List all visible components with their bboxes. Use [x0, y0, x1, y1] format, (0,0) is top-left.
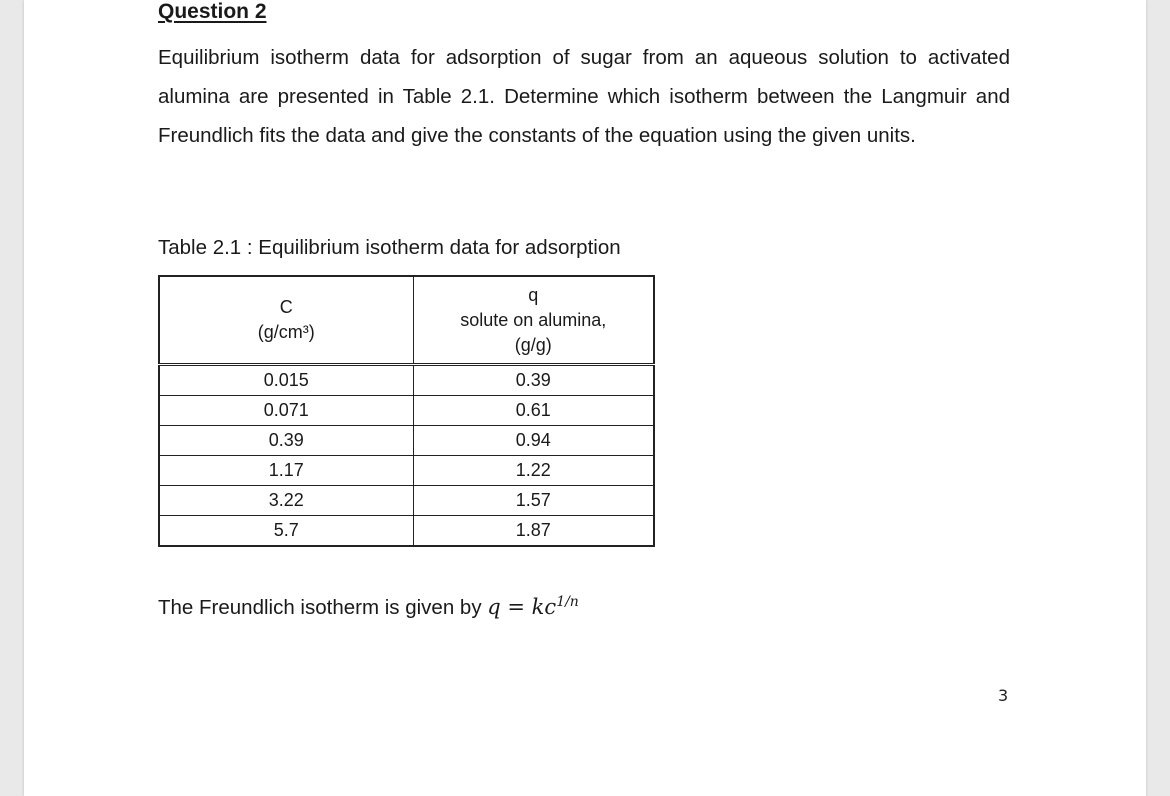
cell-q: 1.22	[413, 456, 654, 486]
cell-q: 0.39	[413, 365, 654, 396]
cell-c: 3.22	[159, 486, 413, 516]
table-row	[159, 365, 654, 396]
header-concentration-symbol: C	[279, 297, 293, 317]
freundlich-equation-line	[158, 594, 579, 620]
question-heading: Question 2	[158, 0, 267, 23]
cell-c: 0.015	[159, 365, 413, 396]
document-page	[24, 0, 1146, 796]
header-loading	[413, 276, 654, 365]
table-row	[159, 516, 654, 547]
cell-c: 1.17	[159, 456, 413, 486]
cell-q: 0.61	[413, 396, 654, 426]
header-loading-unit: (g/g)	[514, 334, 552, 355]
table-row	[159, 426, 654, 456]
isotherm-data-table	[158, 275, 655, 547]
cell-q: 1.57	[413, 486, 654, 516]
question-text: Equilibrium isotherm data for adsorption of sugar from an aqueous solution to activated alumina are presented in Table 2.1. Determine which isotherm between the Langmuir and Freundlich fits the data and give the constants of the equation using the given units.	[158, 46, 1010, 147]
cell-q: 0.94	[413, 426, 654, 456]
cell-q: 1.87	[413, 516, 654, 547]
header-concentration	[159, 276, 413, 365]
table-row	[159, 486, 654, 516]
header-loading-description: solute on alumina,	[460, 309, 607, 330]
page-number: 3	[998, 686, 1009, 705]
table-header-row	[159, 276, 654, 365]
header-concentration-unit: (g/cm³)	[257, 322, 315, 342]
table-row	[159, 456, 654, 486]
cell-c: 0.39	[159, 426, 413, 456]
header-loading-symbol: q	[528, 284, 539, 305]
equation-lhs: q = kc	[487, 595, 557, 619]
freundlich-equation	[487, 595, 579, 619]
cell-c: 5.7	[159, 516, 413, 547]
table-row	[159, 396, 654, 426]
equation-intro: The Freundlich isotherm is given by	[158, 596, 482, 619]
equation-exponent: 1/n	[556, 594, 579, 610]
cell-c: 0.071	[159, 396, 413, 426]
table-caption: Table 2.1 : Equilibrium isotherm data for adsorption	[158, 236, 621, 259]
